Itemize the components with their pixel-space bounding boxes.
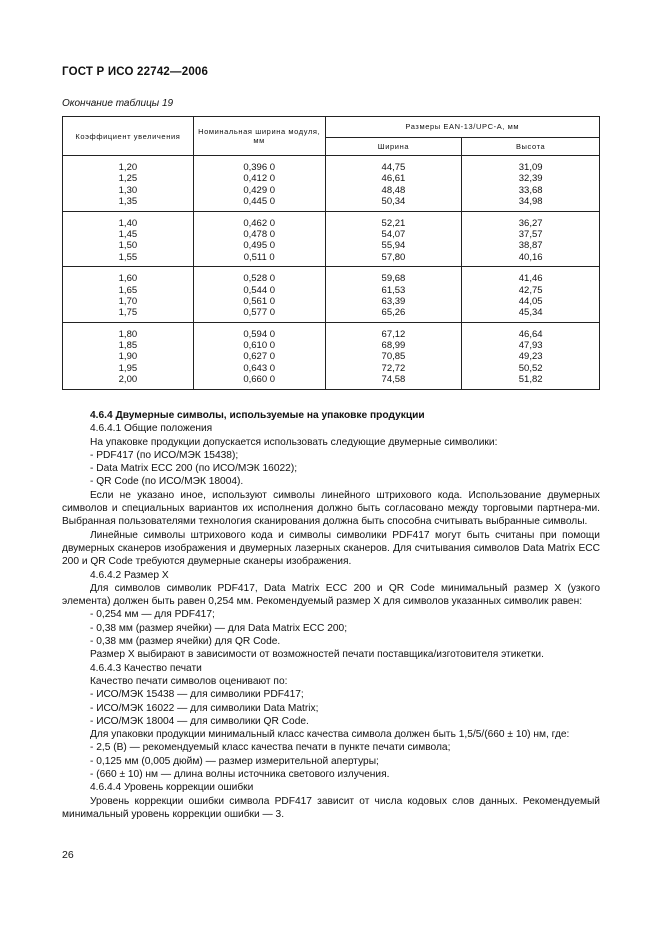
paragraph: Линейные символы штрихового кода и символы символики PDF417 могут быть считаны при помощи двумерных сканеров изображения и двумерных лазерных сканеров. Для считывания символов Data Matrix ECC 200 и QR Code требуются двумерные сканеры изображения.	[62, 529, 600, 568]
cell-value: 34,98	[518, 196, 543, 208]
table-cell-module	[193, 156, 325, 212]
body-text	[62, 409, 600, 821]
cell-value: 0,445 0	[243, 196, 276, 208]
cell-value: 0,627 0	[243, 351, 276, 363]
paragraph: - (660 ± 10) нм — длина волны источника светового излучения.	[90, 769, 390, 781]
cell-value: 65,26	[381, 307, 406, 319]
cell-value: 1,85	[118, 340, 138, 352]
cell-value: 0,660 0	[243, 374, 276, 386]
cell-value: 0,462 0	[243, 217, 276, 229]
cell-value: 0,643 0	[243, 362, 276, 374]
cell-value: 0,396 0	[243, 162, 276, 173]
paragraph: - ИСО/МЭК 15438 — для символики PDF417;	[90, 689, 304, 701]
table-cell-height	[462, 267, 600, 323]
cell-value: 1,55	[118, 251, 138, 263]
paragraph: Уровень коррекции ошибки символа PDF417 зависит от числа кодовых слов данных. Рекомендуемый минимальный уровень коррекции ошибки — 3.	[62, 795, 600, 820]
cell-value: 0,495 0	[243, 240, 276, 252]
table-body	[63, 156, 600, 390]
cell-value: 0,412 0	[243, 173, 276, 185]
size-table	[62, 116, 600, 390]
table-cell-width	[325, 211, 462, 267]
cell-value: 47,93	[518, 340, 543, 352]
header-width: Ширина	[325, 137, 462, 155]
cell-value: 32,39	[518, 173, 543, 185]
cell-value: 63,39	[381, 295, 406, 307]
table-cell-module	[193, 211, 325, 267]
header-module-width: Номинальная ширина модуля, мм	[193, 117, 325, 156]
cell-value: 59,68	[381, 273, 406, 285]
cell-value: 55,94	[381, 240, 406, 252]
cell-value: 57,80	[381, 251, 406, 263]
paragraph: - Data Matrix ECC 200 (по ИСО/МЭК 16022);	[90, 463, 298, 475]
table-cell-width	[325, 322, 462, 389]
header-height: Высота	[462, 137, 600, 155]
cell-value: 1,90	[118, 351, 138, 363]
cell-value: 1,70	[118, 295, 138, 307]
cell-value: 0,528 0	[243, 273, 276, 285]
cell-value: 45,34	[518, 307, 543, 319]
cell-value: 0,594 0	[243, 328, 276, 340]
cell-value: 37,57	[518, 228, 543, 240]
document-header: ГОСТ Р ИСО 22742—2006	[62, 66, 209, 78]
paragraph: 4.6.4.2 Размер X	[90, 569, 169, 581]
paragraph: Размер X выбирают в зависимости от возможностей печати поставщика/изготовителя этикетки.	[90, 649, 544, 661]
cell-value: 1,75	[118, 307, 138, 319]
cell-value: 74,58	[381, 374, 406, 386]
table-caption: Окончание таблицы 19	[62, 98, 174, 109]
cell-value: 68,99	[381, 340, 406, 352]
cell-value: 72,72	[381, 362, 406, 374]
cell-value: 1,50	[118, 240, 138, 252]
paragraph: Для упаковки продукции минимальный класс качества символа должен быть 1,5/5/(660 ± 10) нм, где:	[90, 729, 570, 741]
table-row-group	[63, 156, 600, 212]
cell-value: 36,27	[518, 217, 543, 229]
cell-value: 41,46	[518, 273, 543, 285]
cell-value: 0,544 0	[243, 284, 276, 296]
paragraph: 4.6.4.1 Общие положения	[90, 423, 213, 435]
paragraph: 4.6.4.3 Качество печати	[90, 662, 202, 674]
cell-value: 49,23	[518, 351, 543, 363]
cell-value: 70,85	[381, 351, 406, 363]
cell-value: 1,95	[118, 362, 138, 374]
cell-value: 1,25	[118, 173, 138, 185]
cell-value: 46,64	[518, 328, 543, 340]
cell-value: 52,21	[381, 217, 406, 229]
paragraph: - 0,254 мм — для PDF417;	[90, 609, 215, 621]
table-cell-width	[325, 156, 462, 212]
paragraph: - 0,38 мм (размер ячейки) для QR Code.	[90, 636, 281, 648]
cell-value: 0,577 0	[243, 307, 276, 319]
cell-value: 50,52	[518, 362, 543, 374]
paragraph: - 0,38 мм (размер ячейки) — для Data Matrix ECC 200;	[90, 622, 348, 634]
cell-value: 61,53	[381, 284, 406, 296]
table-cell-module	[193, 267, 325, 323]
cell-value: 51,82	[518, 374, 543, 386]
cell-value: 1,80	[118, 328, 138, 340]
paragraph: Для символов символик PDF417, Data Matrix ECC 200 и QR Code минимальный размер X (узкого элемента) должен быть равен 0,254 мм. Рекомендуемый размер X для символов указанных символик равен:	[62, 582, 600, 608]
cell-value: 40,16	[518, 251, 543, 263]
cell-value: 1,40	[118, 217, 138, 229]
cell-value: 2,00	[118, 374, 138, 386]
cell-value: 48,48	[381, 184, 406, 196]
cell-value: 0,561 0	[243, 295, 276, 307]
table-cell-magnification	[63, 211, 194, 267]
table-cell-height	[462, 211, 600, 267]
cell-value: 67,12	[381, 328, 406, 340]
cell-value: 0,610 0	[243, 340, 276, 352]
paragraph: - 2,5 (B) — рекомендуемый класс качества печати в пункте печати символа;	[90, 742, 451, 754]
paragraph: На упаковке продукции допускается использовать следующие двумерные символики:	[90, 436, 498, 448]
cell-value: 1,35	[118, 196, 138, 208]
table-row-group	[63, 211, 600, 267]
cell-value: 50,34	[381, 196, 406, 208]
table-row-group	[63, 322, 600, 389]
paragraph: - PDF417 (по ИСО/МЭК 15438);	[90, 449, 239, 461]
cell-value: 42,75	[518, 284, 543, 296]
page-number: 26	[62, 849, 74, 861]
table-cell-height	[462, 322, 600, 389]
paragraph: Качество печати символов оценивают по:	[90, 675, 288, 687]
paragraph: - 0,125 мм (0,005 дюйм) — размер измерительной апертуры;	[90, 755, 379, 767]
table-cell-magnification	[63, 156, 194, 212]
paragraph: Если не указано иное, используют символы линейного штрихового кода. Использование двумерных символов и специальных вариантов их исполнения должно быть согласовано между торговыми партнера-ми. Выбранная пользователями технология сканирования должна быть способна считывать выбранные символы.	[62, 489, 600, 528]
cell-value: 31,09	[518, 162, 543, 173]
table-cell-magnification	[63, 267, 194, 323]
cell-value: 46,61	[381, 173, 406, 185]
paragraph: - ИСО/МЭК 16022 — для символики Data Matrix;	[90, 702, 319, 714]
cell-value: 1,30	[118, 184, 138, 196]
cell-value: 1,20	[118, 162, 138, 173]
cell-value: 38,87	[518, 240, 543, 252]
paragraph: 4.6.4 Двумерные символы, используемые на упаковке продукции	[90, 410, 425, 421]
cell-value: 44,05	[518, 295, 543, 307]
table-cell-module	[193, 322, 325, 389]
cell-value: 44,75	[381, 162, 406, 173]
header-magnification: Коэффициент увеличения	[63, 117, 194, 156]
table-cell-magnification	[63, 322, 194, 389]
table-cell-width	[325, 267, 462, 323]
cell-value: 0,478 0	[243, 228, 276, 240]
cell-value: 54,07	[381, 228, 406, 240]
paragraph: - QR Code (по ИСО/МЭК 18004).	[90, 476, 244, 488]
paragraph: - ИСО/МЭК 18004 — для символики QR Code.	[90, 715, 309, 727]
table-row-group	[63, 267, 600, 323]
cell-value: 1,60	[118, 273, 138, 285]
cell-value: 0,511 0	[243, 251, 275, 263]
cell-value: 1,65	[118, 284, 138, 296]
paragraph: 4.6.4.4 Уровень коррекции ошибки	[90, 782, 254, 794]
table-cell-height	[462, 156, 600, 212]
header-sizes: Размеры EAN-13/UPC-A, мм	[325, 117, 599, 138]
cell-value: 33,68	[518, 184, 543, 196]
cell-value: 1,45	[118, 228, 138, 240]
cell-value: 0,429 0	[243, 184, 276, 196]
